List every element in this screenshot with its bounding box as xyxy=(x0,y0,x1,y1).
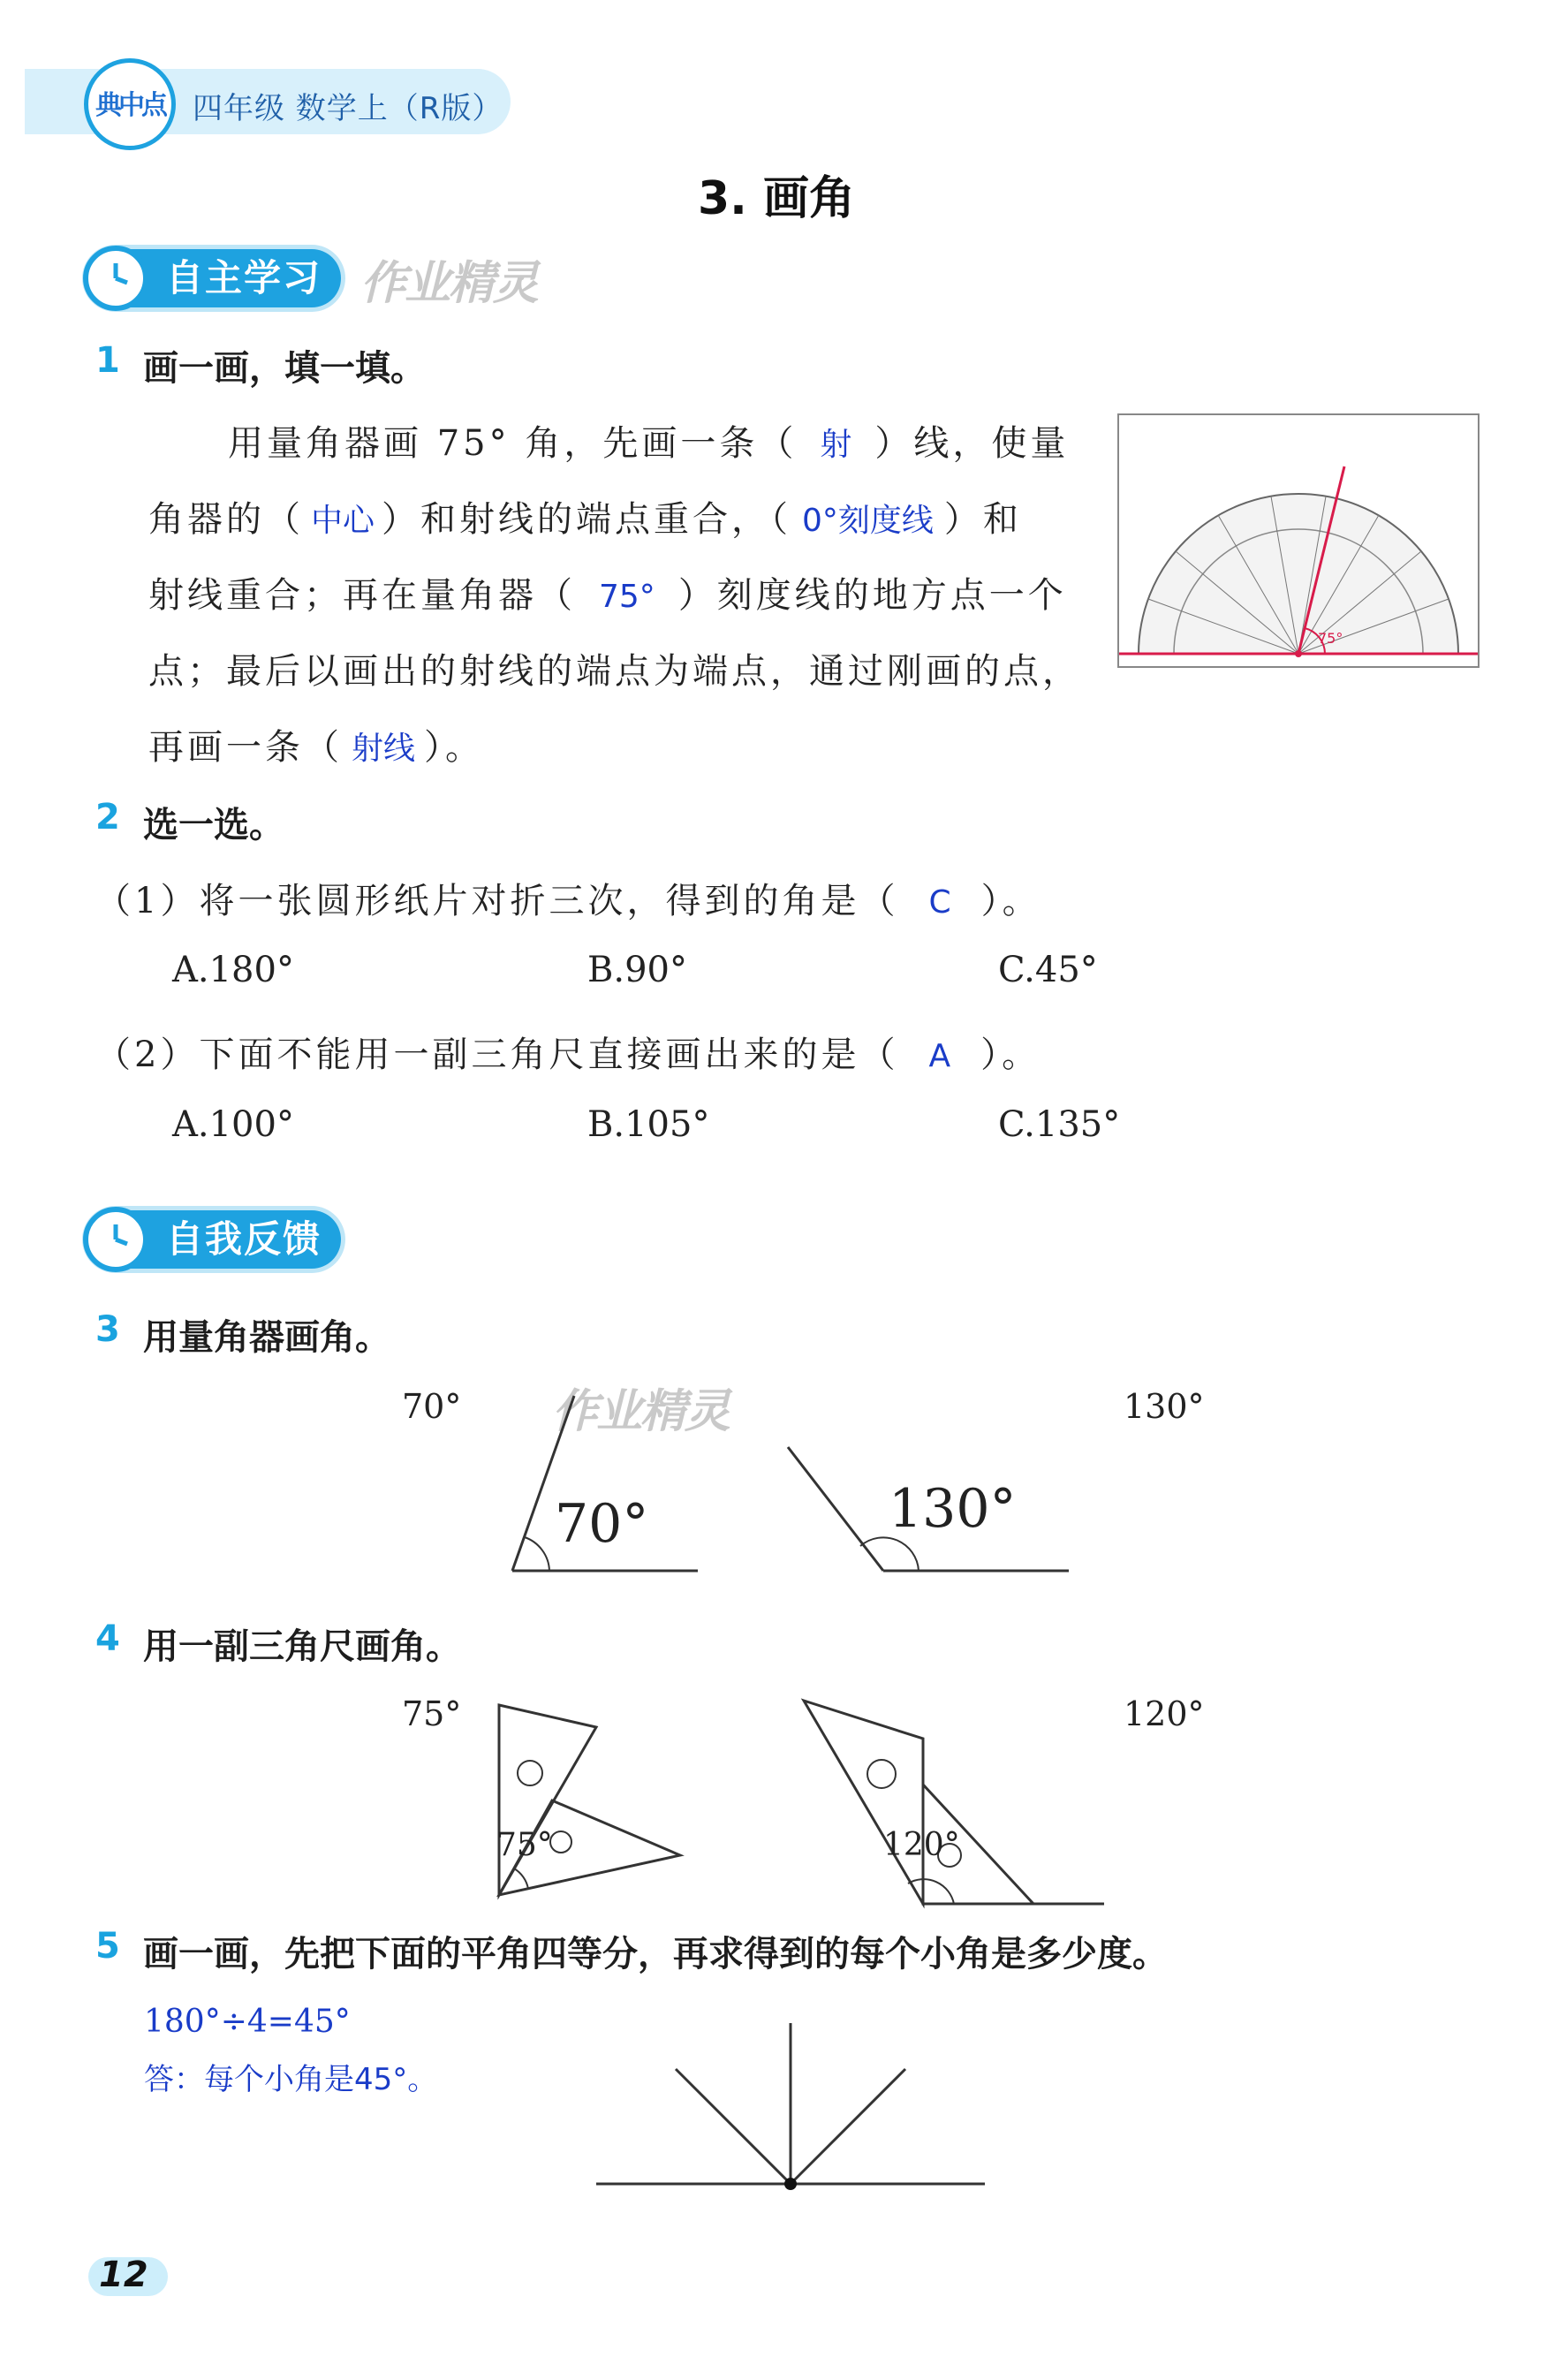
q1-line-4: 点；最后以画出的射线的端点为端点，通过刚画的点， xyxy=(148,651,1081,692)
q2-item-1-stem: （1）将一张圆形纸片对折三次，得到的角是（ xyxy=(95,881,899,921)
q2-item-1-tail: ）。 xyxy=(980,881,1041,921)
q2-item-2-option-b: B.105° xyxy=(587,1104,710,1145)
q1-prompt: 画一画，填一填。 xyxy=(143,348,426,389)
q1-line-1 xyxy=(228,415,1069,466)
q1-line-3 xyxy=(148,567,1067,618)
q4-set-square-figure xyxy=(477,1687,1113,1917)
q5-calculation: 180°÷4=45° xyxy=(144,2004,351,2040)
q2-item-1-option-b: B.90° xyxy=(587,950,688,990)
page-title: 3. 画角 xyxy=(698,172,856,225)
q3-angles-figure xyxy=(495,1378,1095,1581)
q4-prompt: 用一副三角尺画角。 xyxy=(143,1626,461,1667)
q1-line-3-text: 射线重合；再在量角器（ xyxy=(148,575,576,616)
q4-label-120: 120° xyxy=(1124,1694,1205,1733)
q1-line-1-text: 用量角器画 75° 角，先画一条（ xyxy=(228,423,798,464)
q1-answer-2: 中心 xyxy=(311,503,375,539)
q2-item-1-option-a: A.180° xyxy=(172,950,294,990)
q2-item-2-option-c: C.135° xyxy=(998,1104,1121,1145)
q1-line-2-text: 角器的（ xyxy=(148,499,304,540)
q3-angle-130-text: 130° xyxy=(889,1478,1017,1540)
q2-item-2-answer: A xyxy=(928,1038,951,1074)
q3-label-70: 70° xyxy=(402,1387,462,1426)
q2-item-2-option-a: A.100° xyxy=(172,1104,294,1145)
q3-prompt: 用量角器画角。 xyxy=(143,1317,390,1358)
q2-item-2 xyxy=(95,1027,1041,1077)
q3-label-130: 130° xyxy=(1124,1387,1205,1426)
q1-line-3-tail: ）刻度线的地方点一个 xyxy=(677,575,1067,616)
q1-answer-1: 射 xyxy=(820,427,852,463)
q2-item-2-stem: （2）下面不能用一副三角尺直接画出来的是（ xyxy=(95,1035,899,1075)
q1-line-5-tail: ）。 xyxy=(424,727,485,768)
q3-number: 3 xyxy=(95,1309,120,1350)
header-logo: 典中点 xyxy=(95,90,164,121)
clock-icon xyxy=(83,1207,148,1272)
q2-item-1-answer: C xyxy=(928,884,951,921)
q2-item-1-option-c: C.45° xyxy=(998,950,1098,990)
q4-angle-75-text: 75° xyxy=(496,1827,553,1863)
q2-prompt: 选一选。 xyxy=(143,805,284,845)
q1-answer-3: 0°刻度线 xyxy=(802,503,934,539)
watermark: 作业精灵 xyxy=(360,257,538,310)
q5-answer: 答：每个小角是45°。 xyxy=(144,2062,438,2097)
q4-label-75: 75° xyxy=(402,1694,462,1733)
q1-answer-5: 射线 xyxy=(352,731,416,767)
q1-line-2-tail: ）和 xyxy=(943,499,1022,540)
q1-number: 1 xyxy=(95,340,120,381)
watermark: 作业精灵 xyxy=(552,1385,730,1438)
q5-straight-angle-figure xyxy=(592,2014,998,2191)
q5-prompt: 画一画，先把下面的平角四等分，再求得到的每个小角是多少度。 xyxy=(143,1934,1168,1974)
q1-line-1-tail: ）线，使量 xyxy=(874,423,1070,464)
q1-answer-4: 75° xyxy=(599,579,655,615)
q4-angle-120-text: 120° xyxy=(883,1827,960,1863)
protractor-figure xyxy=(1117,413,1480,668)
q3-angle-70-text: 70° xyxy=(555,1493,649,1555)
q1-line-2 xyxy=(148,491,1022,542)
q4-number: 4 xyxy=(95,1618,120,1659)
q1-line-2-mid: ）和射线的端点重合，（ xyxy=(382,499,792,540)
section-self-study: 自主学习 xyxy=(87,249,341,307)
q2-number: 2 xyxy=(95,797,120,838)
clock-icon xyxy=(83,246,148,311)
protractor-angle-label: 75° xyxy=(1318,630,1343,647)
q2-item-1 xyxy=(95,873,1041,923)
section-feedback: 自我反馈 xyxy=(87,1210,341,1269)
q5-number: 5 xyxy=(95,1926,120,1967)
q1-line-5-text: 再画一条（ xyxy=(148,727,343,768)
header-book-title: 四年级 数学上（R版） xyxy=(193,91,503,126)
q2-item-2-tail: ）。 xyxy=(980,1035,1041,1075)
page-number: 12 xyxy=(99,2255,148,2295)
q1-line-5 xyxy=(148,719,484,769)
